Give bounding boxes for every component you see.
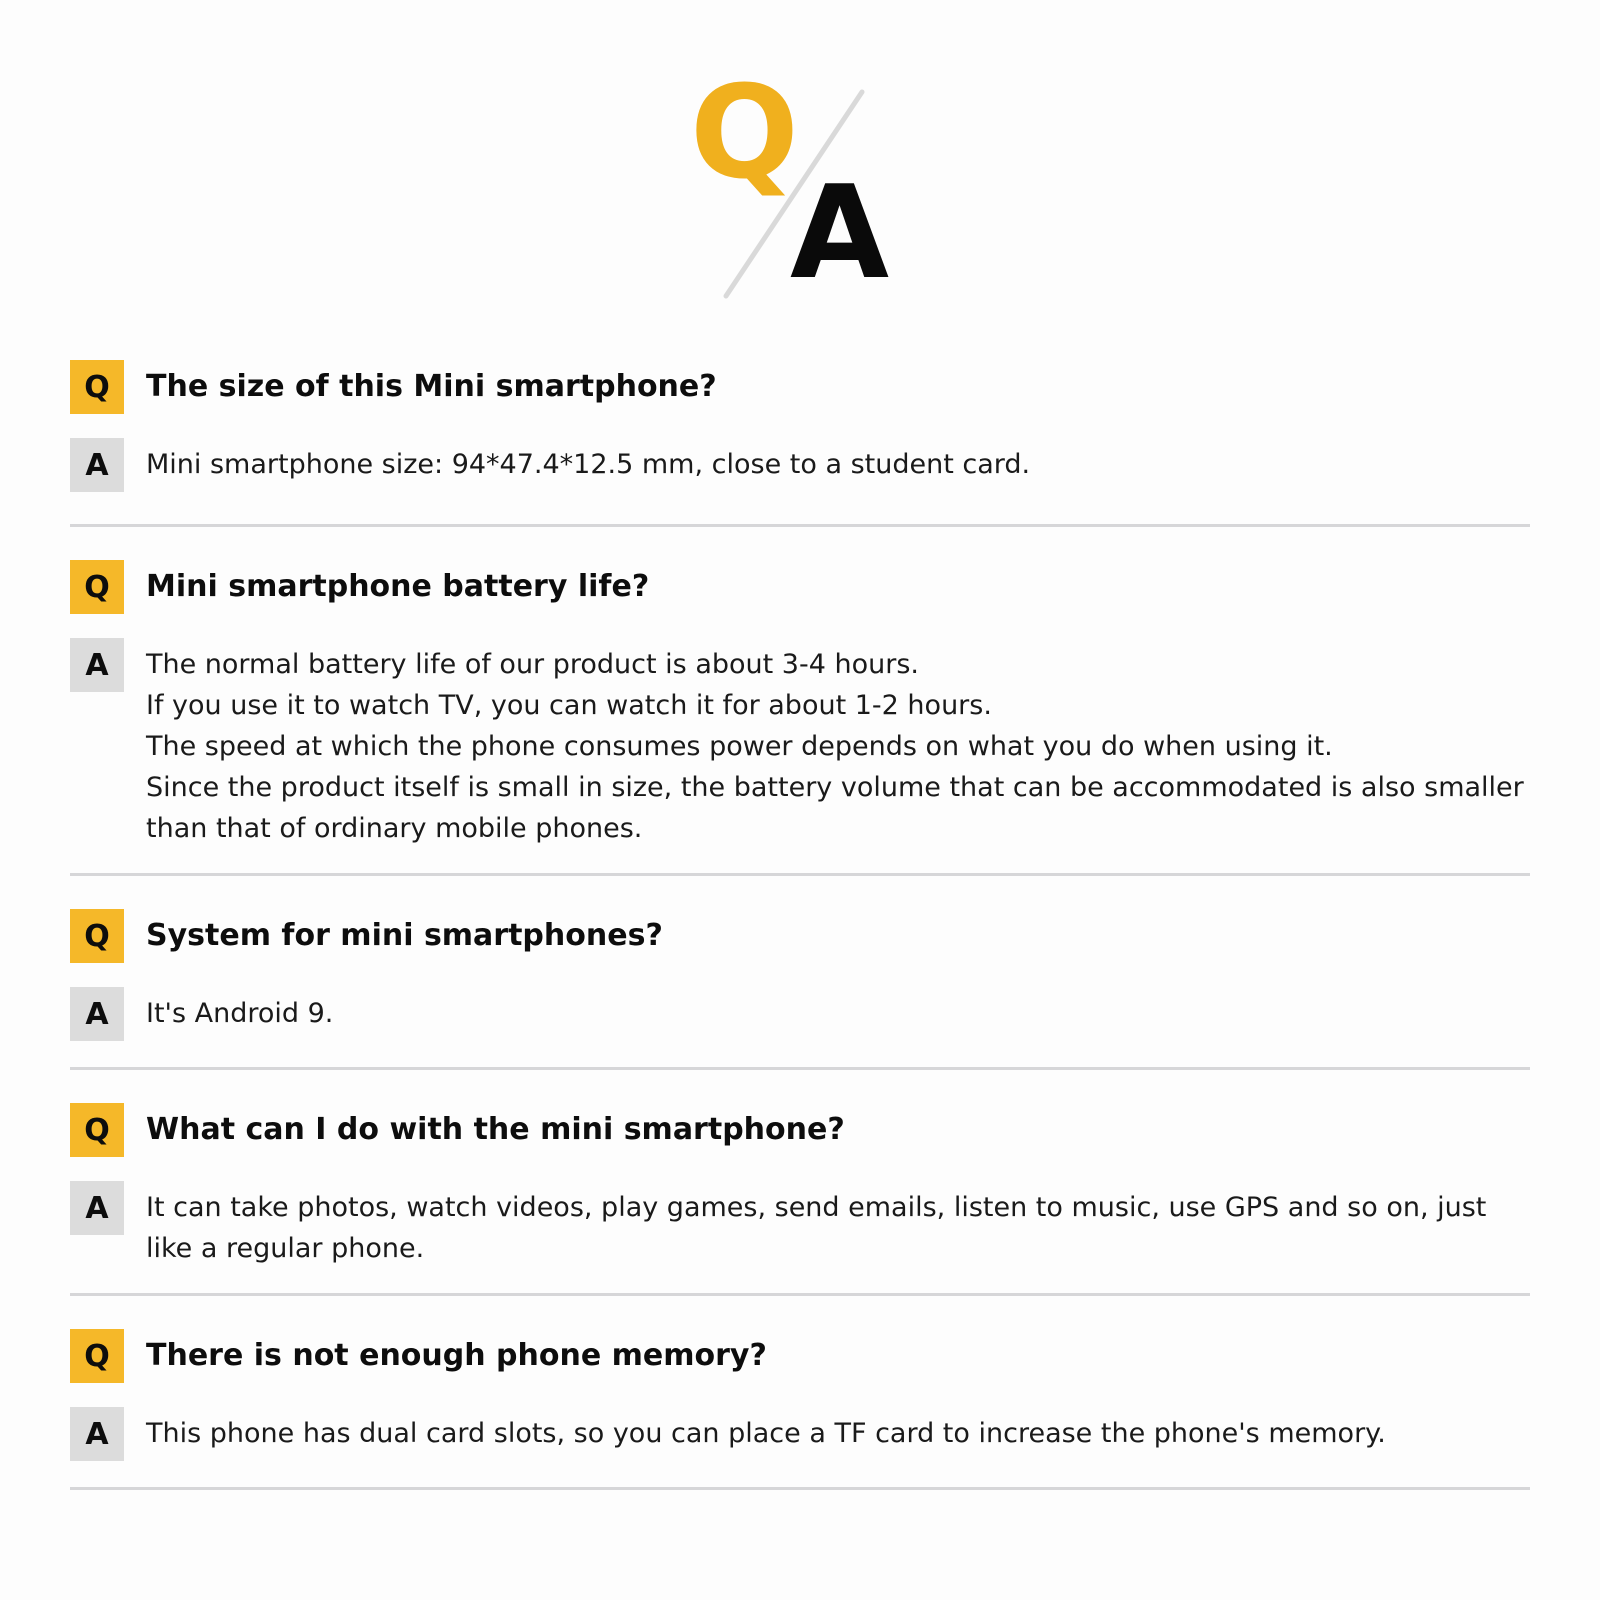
q-badge: Q: [70, 560, 124, 614]
question-text: The size of this Mini smartphone?: [146, 369, 717, 404]
answer-line: The speed at which the phone consumes power depends on what you do when using it.: [146, 731, 1333, 762]
answer-row: [70, 638, 1530, 849]
question-row: [70, 360, 1530, 414]
faq-item: [70, 1329, 1530, 1490]
a-badge: A: [70, 987, 124, 1041]
question-row: [70, 909, 1530, 963]
question-text: Mini smartphone battery life?: [146, 569, 650, 604]
answer-line: like a regular phone.: [146, 1233, 425, 1264]
answer-line: The normal battery life of our product is about 3-4 hours.: [146, 649, 919, 680]
question-row: [70, 1329, 1530, 1383]
answer-line: Mini smartphone size: 94*47.4*12.5 mm, close to a student card.: [146, 449, 1031, 480]
answer-line: It's Android 9.: [146, 998, 334, 1029]
divider: [70, 1067, 1530, 1070]
answer-row: [70, 987, 1530, 1041]
answer-text: [146, 1181, 1486, 1269]
question-text: System for mini smartphones?: [146, 918, 663, 953]
q-badge: Q: [70, 909, 124, 963]
a-badge: A: [70, 1407, 124, 1461]
faq-item: [70, 360, 1530, 527]
divider: [70, 873, 1530, 876]
faq-item: [70, 560, 1530, 876]
a-badge: A: [70, 638, 124, 692]
q-badge: Q: [70, 1103, 124, 1157]
answer-text: [146, 638, 1524, 849]
answer-row: [70, 438, 1530, 492]
answer-text: [146, 1407, 1386, 1454]
faq-item: [70, 1103, 1530, 1296]
divider: [70, 1487, 1530, 1490]
question-row: [70, 560, 1530, 614]
answer-line: This phone has dual card slots, so you can place a TF card to increase the phone's memory.: [146, 1418, 1386, 1449]
qa-logo: [690, 59, 910, 310]
answer-line: than that of ordinary mobile phones.: [146, 813, 643, 844]
answer-row: [70, 1181, 1530, 1269]
faq-item: [70, 909, 1530, 1070]
answer-row: [70, 1407, 1530, 1461]
answer-text: [146, 438, 1030, 485]
answer-text: [146, 987, 333, 1034]
answer-line: Since the product itself is small in size, the battery volume that can be accommodated is also smaller: [146, 772, 1524, 803]
q-badge: Q: [70, 1329, 124, 1383]
faq-list: [70, 360, 1530, 1490]
divider: [70, 1293, 1530, 1296]
logo-a-letter: A: [790, 159, 890, 308]
question-text: What can I do with the mini smartphone?: [146, 1112, 845, 1147]
divider: [70, 524, 1530, 527]
a-badge: A: [70, 438, 124, 492]
logo-q-letter: Q: [690, 59, 799, 208]
question-row: [70, 1103, 1530, 1157]
q-badge: Q: [70, 360, 124, 414]
answer-line: It can take photos, watch videos, play games, send emails, listen to music, use GPS and so on, just: [146, 1192, 1487, 1223]
a-badge: A: [70, 1181, 124, 1235]
answer-line: If you use it to watch TV, you can watch it for about 1-2 hours.: [146, 690, 992, 721]
question-text: There is not enough phone memory?: [146, 1338, 767, 1373]
